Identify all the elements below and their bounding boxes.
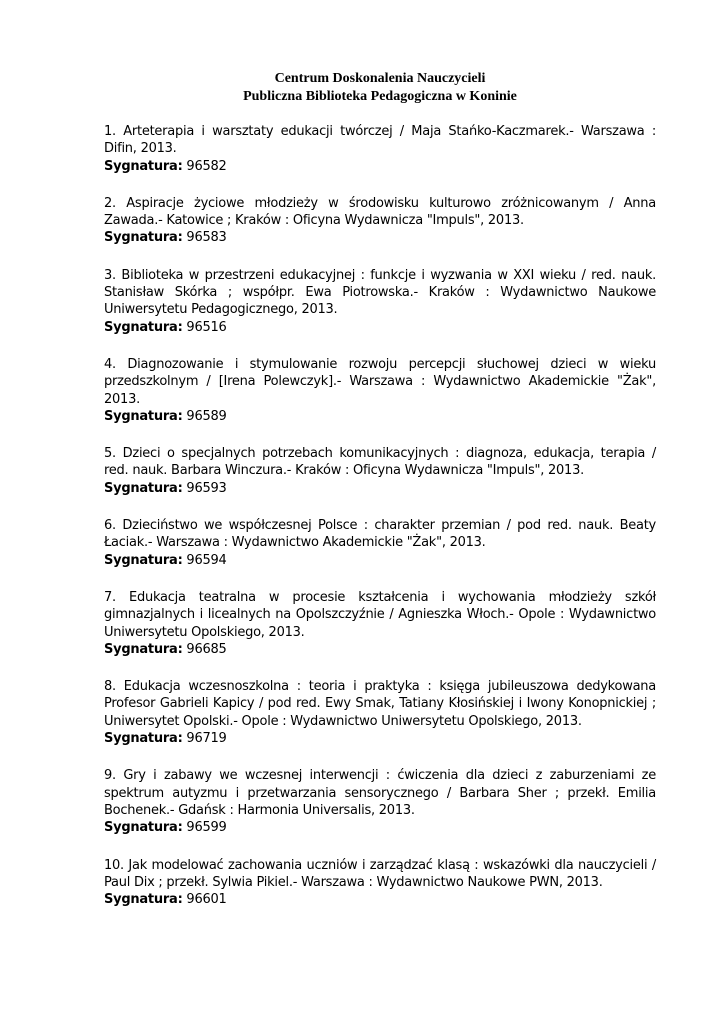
entry-signature [104, 229, 656, 246]
signature-number: 96719 [186, 731, 227, 747]
entry-description: 6. Dzieciństwo we współczesnej Polsce : charakter przemian / pod red. nauk. Beaty Łaciak.- Warszawa : Wydawnictwo Akademickie "Żak", 2013. [104, 518, 656, 551]
bibliography-entry [104, 517, 656, 569]
signature-label: Sygnatura: [104, 820, 183, 836]
header-institution: Centrum Doskonalenia Nauczycieli [274, 71, 486, 86]
signature-number: 96594 [186, 552, 227, 568]
entry-signature [104, 891, 656, 908]
signature-label: Sygnatura: [104, 408, 183, 424]
signature-label: Sygnatura: [104, 480, 183, 496]
entry-description: 4. Diagnozowanie i stymulowanie rozwoju percepcji słuchowej dzieci w wieku przedszkolnym / [Irena Polewczyk].- Warszawa : Wydawnictwo Akademickie "Żak", 2013. [104, 356, 656, 407]
entry-description: 5. Dzieci o specjalnych potrzebach komunikacyjnych : diagnoza, edukacja, terapia / red. nauk. Barbara Winczura.- Kraków : Oficyna Wydawnicza "Impuls", 2013. [104, 446, 656, 479]
signature-number: 96582 [186, 158, 227, 174]
signature-label: Sygnatura: [104, 230, 183, 246]
bibliography-entry [104, 123, 656, 175]
signature-number: 96516 [186, 319, 227, 335]
entry-signature [104, 319, 656, 336]
bibliography-list [104, 123, 656, 908]
signature-label: Sygnatura: [104, 319, 183, 335]
entry-signature [104, 552, 656, 569]
entry-description: 10. Jak modelować zachowania uczniów i zarządzać klasą : wskazówki dla nauczycieli / Paul Dix ; przekł. Sylwia Pikiel.- Warszawa : Wydawnictwo Naukowe PWN, 2013. [104, 857, 656, 890]
header-library: Publiczna Biblioteka Pedagogiczna w Koninie [243, 89, 517, 104]
entry-signature [104, 480, 656, 497]
signature-number: 96599 [186, 820, 227, 836]
signature-label: Sygnatura: [104, 641, 183, 657]
bibliography-entry [104, 356, 656, 425]
entry-description: 7. Edukacja teatralna w procesie kształcenia i wychowania młodzieży szkół gimnazjalnych i licealnych na Opolszczyźnie / Agnieszka Włoch.- Opole : Wydawnictwo Uniwersytetu Opolskiego, 2013. [104, 589, 656, 640]
bibliography-entry [104, 195, 656, 247]
signature-number: 96685 [186, 641, 227, 657]
signature-label: Sygnatura: [104, 552, 183, 568]
bibliography-entry [104, 857, 656, 909]
entry-description: 8. Edukacja wczesnoszkolna : teoria i praktyka : księga jubileuszowa dedykowana Profesor Gabrieli Kapicy / pod red. Ewy Smak, Tatiany Kłosińskiej i Iwony Konopnickiej ; Uniwersytet Opolski.- Opole : Wydawnictwo Uniwersytetu Opolskiego, 2013. [104, 679, 656, 729]
bibliography-entry [104, 589, 656, 658]
signature-label: Sygnatura: [104, 158, 183, 174]
entry-description: 2. Aspiracje życiowe młodzieży w środowisku kulturowo zróżnicowanym / Anna Zawada.- Katowice ; Kraków : Oficyna Wydawnicza "Impuls", 2013. [104, 195, 656, 229]
entry-signature [104, 158, 656, 175]
signature-number: 96601 [186, 892, 227, 908]
signature-label: Sygnatura: [104, 892, 183, 908]
signature-number: 96589 [186, 408, 227, 424]
entry-description: 9. Gry i zabawy we wczesnej interwencji : ćwiczenia dla dzieci z zaburzeniami ze spektrum autyzmu i przetwarzania sensorycznego / Barbara Sher ; przekł. Emilia Bochenek.- Gdańsk : Harmonia Universalis, 2013. [104, 768, 656, 818]
bibliography-entry [104, 267, 656, 336]
entry-signature [104, 730, 656, 747]
entry-description: 3. Biblioteka w przestrzeni edukacyjnej : funkcje i wyzwania w XXI wieku / red. nauk. Stanisław Skórka ; współpr. Ewa Piotrowska.- Kraków : Wydawnictwo Naukowe Uniwersytetu Pedagogicznego, 2013. [104, 267, 656, 318]
signature-number: 96593 [186, 480, 227, 496]
entry-signature [104, 819, 656, 836]
signature-number: 96583 [186, 230, 227, 246]
document-header [104, 70, 656, 106]
entry-signature [104, 641, 656, 658]
bibliography-entry [104, 445, 656, 497]
bibliography-entry [104, 767, 656, 836]
entry-signature [104, 408, 656, 425]
signature-label: Sygnatura: [104, 731, 183, 747]
bibliography-entry [104, 678, 656, 747]
entry-description: 1. Arteterapia i warsztaty edukacji twórczej / Maja Stańko-Kaczmarek.- Warszawa : Difin, 2013. [104, 124, 656, 157]
